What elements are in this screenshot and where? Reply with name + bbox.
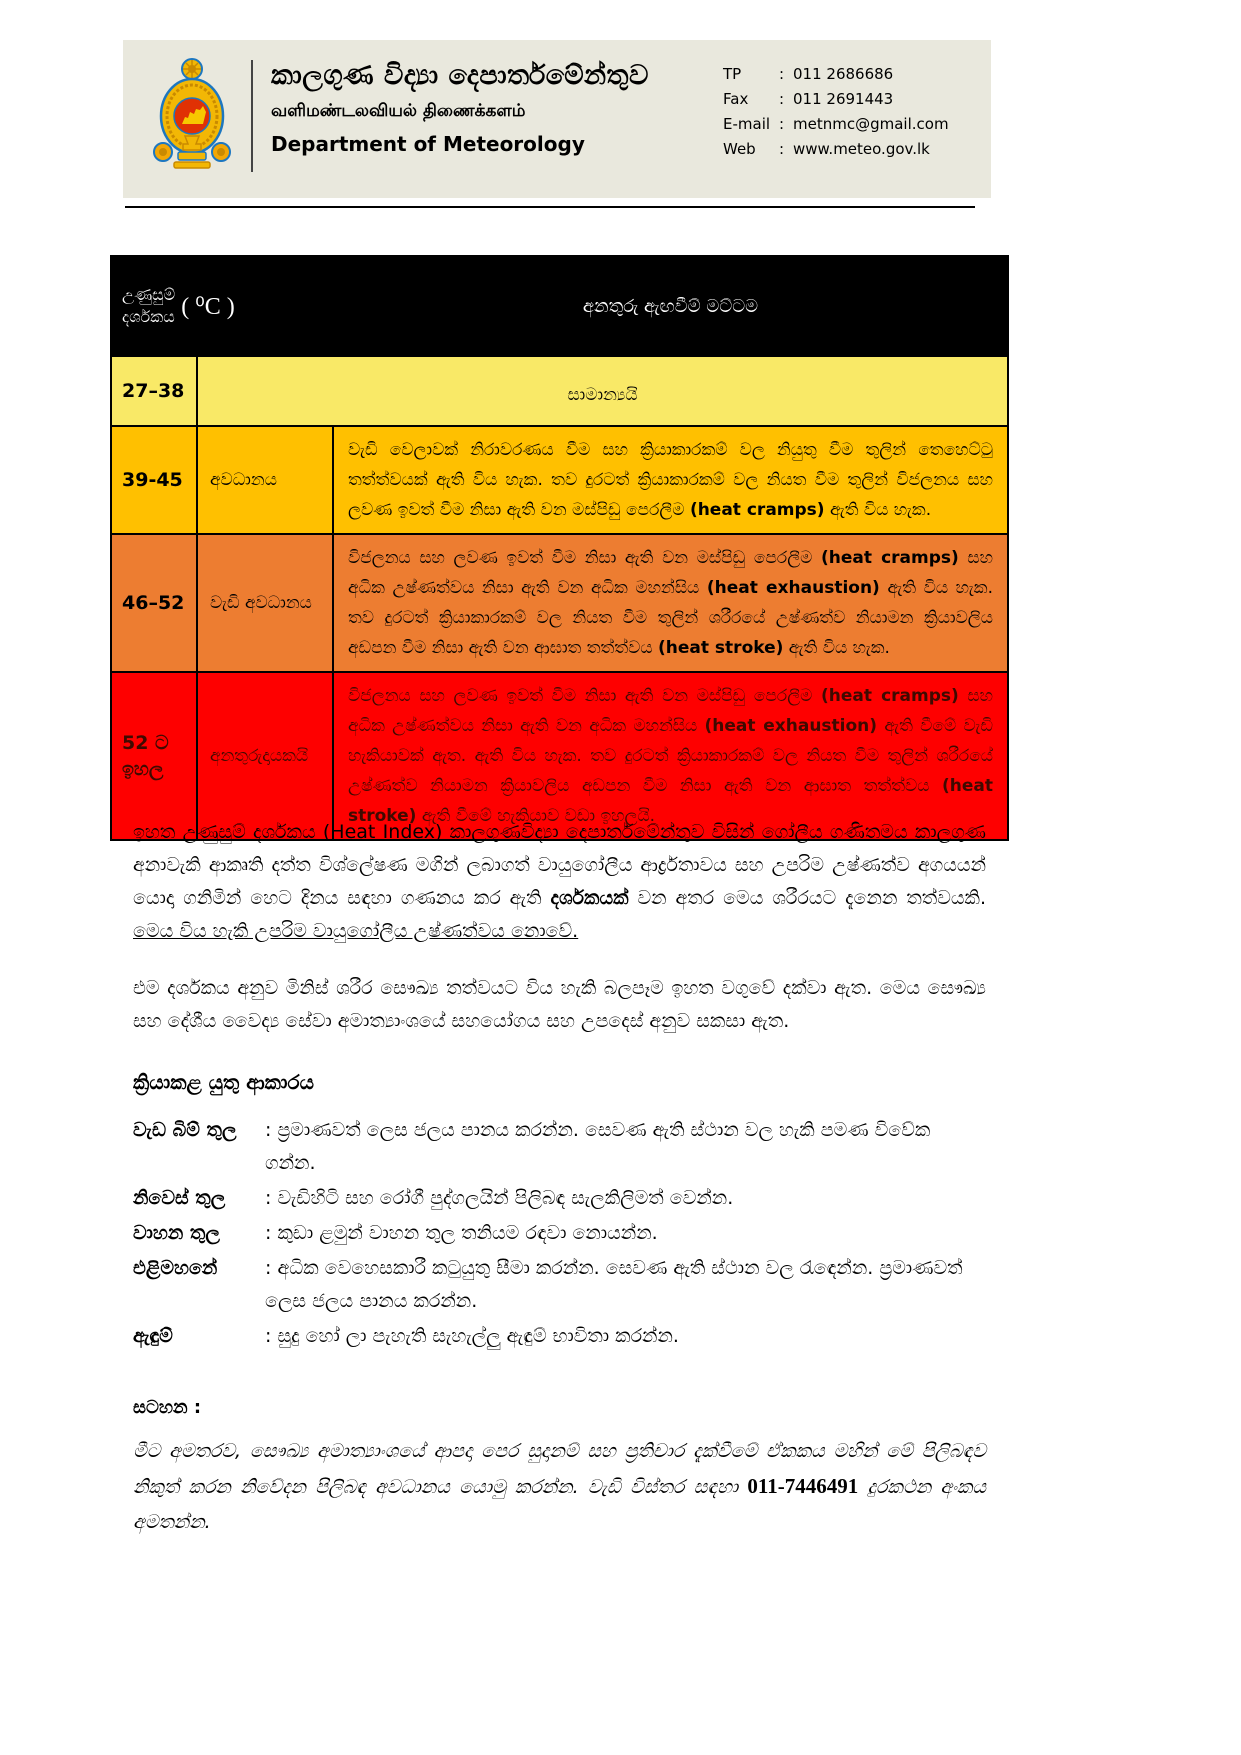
table-row-caution	[111, 426, 1008, 534]
action-text: : අධික වෙහෙසකාරී කටුයුතු සීමා කරන්න. සෙවණ ඇති ස්ථාන වල රැඳෙන්න. ප්‍රමාණවත් ලෙස ජලය පානය කරන්න.	[265, 1257, 963, 1312]
range-cell: 46–52	[111, 534, 197, 672]
note-paragraph: මීට අමතරව, සෞඛ්‍ය අමාත්‍යාංශයේ ආපදා පෙර සුදානම් සහ ප්‍රතිචාර දැක්වීමේ ඒකකය මහින් මේ පිලිබඳව නිකුත් කරන නිවේදන පිලිබඳ අවධානය යොමු කරන්න. වැඩි විස්තර සඳහා 011-7446491 දුරකථන අංකය අමතන්න.	[133, 1440, 986, 1533]
contact-label: Web	[723, 140, 756, 158]
level-cell: අවධානය	[197, 426, 333, 534]
action-item-worksites	[133, 1114, 986, 1180]
letterhead-titles	[253, 40, 649, 156]
action-item-outdoors	[133, 1252, 986, 1318]
heat-index-table	[110, 255, 1009, 841]
action-item-clothing	[133, 1320, 986, 1353]
contact-label: E-mail	[723, 115, 771, 133]
actions-list	[133, 1114, 986, 1353]
contact-row-email: E-mail : metnmc@gmail.com	[723, 112, 973, 137]
actions-heading: ක්‍රියාකළ යුතු ආකාරය	[133, 1070, 314, 1094]
department-title-tamil: வளிமண்டலவியல் திணைக்களம்	[271, 101, 526, 121]
sri-lanka-emblem-icon	[149, 56, 235, 174]
action-item-homes	[133, 1182, 986, 1215]
paragraph-health-impact: එම දර්ශකය අනුව මිනිස් ශරීර සෞඛ්‍ය තත්වයට විය හැකි බලපෑම ඉහත වගුවේ දක්වා ඇත. මෙය සෞඛ්‍ය සහ දේශීය වෛද්‍ය සේවා අමාත්‍යාංශයේ සහයෝගය සහ උපදෙස් අනුව සකසා ඇත.	[133, 977, 986, 1032]
letterhead-rule	[125, 206, 975, 208]
description-cell: වැඩි වෙලාවක් නිරාවරණය වීම සහ ක්‍රියාකාරකම් වල නියුතු වීම තුලින් තෙහෙට්ටු තත්ත්වයක් ඇති විය හැක. තව දුරටත් ක්‍රියාකාරකම් වල නියත වීම තුලින් විජලනය සහ ලවණ ඉවත් වීම නිසා ඇති වන මස්පිඩු පෙරලීම (heat cramps) ඇති විය හැක.	[333, 426, 1008, 534]
letterhead	[123, 40, 991, 198]
header-warning-level: අනතුරු ඇඟවීම් මට්ටම	[333, 256, 1008, 356]
range-cell: 52 ට ඉහල	[111, 672, 197, 840]
department-title-english: Department of Meteorology	[271, 132, 585, 156]
action-item-vehicles	[133, 1217, 986, 1250]
action-label: ඇඳුම්	[133, 1325, 173, 1347]
contact-label: Fax	[723, 90, 749, 108]
action-text: : කුඩා ළමුන් වාහන තුල තනියම රඳවා නොයන්න.	[265, 1222, 658, 1244]
action-text: : වැඩිහිටි සහ රෝගී පුද්ගලයින් පිලිබඳ සැලකිලිමත් වෙන්න.	[265, 1187, 734, 1209]
description-cell: විජලනය සහ ලවණ ඉවත් වීම නිසා ඇති වන මස්පිඩු පෙරලීම (heat cramps) සහ අධික උෂ්ණත්වය නිසා ඇති වන අධික මහන්සිය (heat exhaustion) ඇති විය හැක. තව දුරටත් ක්‍රියාකාරකම් වල නියත වීම තුලින් ශරීරයේ උෂ්ණත්ව නියාමන ක්‍රියාවලිය අඩපන වීම නිසා ඇති වන ආඝාත තත්ත්වය (heat stroke) ඇති විය හැක.	[333, 534, 1008, 672]
table-row-extreme-caution	[111, 534, 1008, 672]
range-cell: 39-45	[111, 426, 197, 534]
action-label: වැඩ බිම් තුල	[133, 1119, 237, 1141]
contact-row-tp: TP : 011 2686686	[723, 62, 973, 87]
table-header-row	[111, 256, 1008, 356]
level-cell: වැඩි අවධානය	[197, 534, 333, 672]
email-address: metnmc@gmail.com	[793, 115, 949, 133]
department-title-sinhala: කාලගුණ විද්‍යා දෙපාර්තමේන්තුව	[271, 60, 649, 91]
phone-number: 011 2686686	[793, 65, 894, 83]
action-label: නිවෙස් තුල	[133, 1187, 226, 1209]
action-text: : ප්‍රමාණවත් ලෙස ජලය පානය කරන්න. සෙවණ ඇති ස්ථාන වල හැකි පමණ විවේක ගන්න.	[265, 1119, 931, 1174]
level-cell: අනතුරුදායකයි	[197, 672, 333, 840]
note-label: සටහන :	[133, 1397, 202, 1418]
description-cell: විජලනය සහ ලවණ ඉවත් වීම නිසා ඇති වන මස්පිඩු පෙරලීම (heat cramps) සහ අධික උෂ්ණත්වය නිසා ඇති වන අධික මහන්සිය (heat exhaustion) ඇති වීමේ වැඩි හැකියාවක් ඇත. ඇති විය හැක. තව දුරටත් ක්‍රියාකාරකම් වල නියත වීම තුලින් ශරීරයේ උෂ්ණත්ව නියාමන ක්‍රියාවලිය අඩපන වීම නිසා ඇති වන ආඝාත තත්ත්වය (heat stroke) ඇති වීමේ හැකියාව වඩා ඉහලයි.	[333, 672, 1008, 840]
level-cell: සාමාන්‍යයි	[197, 356, 1008, 426]
action-label: එළිමහනේ	[133, 1257, 218, 1279]
fax-number: 011 2691443	[793, 90, 894, 108]
table-row-normal	[111, 356, 1008, 426]
contact-row-web: Web : www.meteo.gov.lk	[723, 137, 973, 162]
contact-label: TP	[723, 65, 742, 83]
contact-block	[723, 40, 991, 162]
range-cell: 27–38	[111, 356, 197, 426]
celsius-unit: ( ⁰C )	[181, 293, 235, 320]
website-url: www.meteo.gov.lk	[793, 140, 930, 158]
document-body	[133, 816, 986, 1540]
header-heat-index: උණුසුම් දර්ශකය ( ⁰C )	[111, 256, 333, 356]
paragraph-heat-index-explanation: ඉහත උණුසුම් දර්ශකය (Heat Index) කාලගුණවිද්‍යා දෙපාර්තමේන්තුව විසින් ගෝලීය ගණිතමය කාලගුණ අනාවැකි ආකෘති දත්ත විශ්ලේෂණ මගින් ලබාගත් වායුගෝලීය ආර්ද්‍රතාවය සහ උපරිම උෂ්ණත්ව අගයයන් යොදා ගනිමින් හෙට දිනය සඳහා ගණනය කර ඇති දර්ශකයක් වන අතර මෙය ශරීරයට දැනෙන තත්වයකි. මෙය විය හැකි උපරිම වායුගෝලීය උෂ්ණත්වය නොවේ.	[133, 821, 986, 942]
contact-row-fax: Fax : 011 2691443	[723, 87, 973, 112]
action-text: : සුදු හෝ ලා පැහැති සැහැල්ලු ඇඳුම් භාවිතා කරන්න.	[265, 1325, 679, 1347]
action-label: වාහන තුල	[133, 1222, 220, 1244]
table-row-danger	[111, 672, 1008, 840]
